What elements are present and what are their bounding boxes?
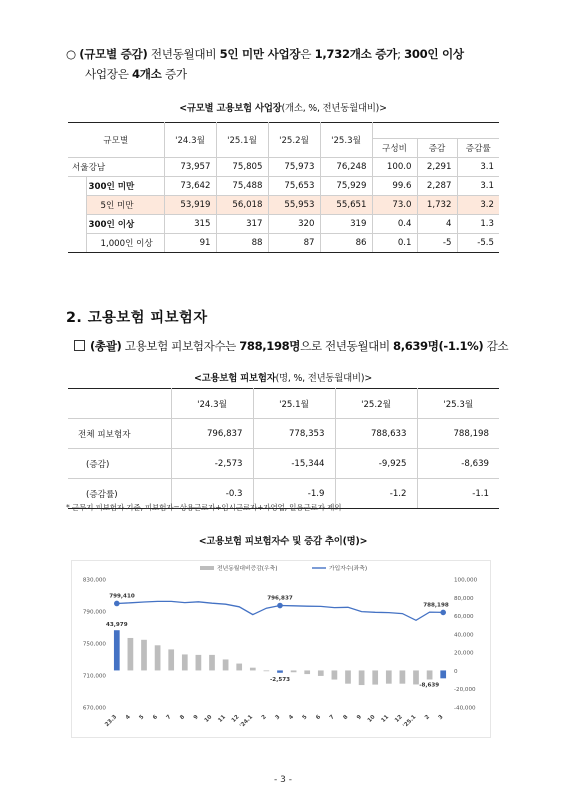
header-blank bbox=[68, 389, 171, 419]
bullet-bold: 5인 미만 사업장 bbox=[219, 47, 301, 61]
x-tick-label: 3 bbox=[437, 714, 445, 722]
header-rate: 증감률 bbox=[457, 139, 499, 158]
cell: 86 bbox=[320, 234, 372, 253]
bar bbox=[182, 654, 188, 670]
bullet-text: 은 bbox=[300, 47, 315, 61]
left-axis-tick-label: 790,000 bbox=[82, 609, 106, 616]
x-tick-label: 8 bbox=[342, 714, 350, 722]
chart-svg bbox=[72, 561, 492, 739]
line-point bbox=[277, 603, 283, 609]
bar bbox=[155, 645, 161, 670]
summary-text: 감소 bbox=[483, 339, 509, 353]
x-tick-label: 11 bbox=[380, 714, 391, 724]
bar bbox=[264, 670, 270, 671]
right-axis-tick-label: 0 bbox=[454, 668, 458, 675]
bullet-text: 전년동월대비 bbox=[147, 47, 220, 61]
cell: 55,651 bbox=[320, 196, 372, 215]
cell: 3.1 bbox=[457, 177, 499, 196]
line-data-label: 799,410 bbox=[109, 593, 135, 600]
cell: 3.1 bbox=[457, 158, 499, 177]
cell: 315 bbox=[164, 215, 216, 234]
x-tick-label: 3 bbox=[274, 714, 282, 722]
cell: 319 bbox=[320, 215, 372, 234]
page-number: - 3 - bbox=[274, 775, 292, 785]
legend-bar-swatch bbox=[200, 566, 214, 570]
cell: 788,198 bbox=[417, 419, 499, 449]
bar bbox=[318, 670, 324, 675]
chart-caption: <고용보험 피보험자수 및 증감 추이(명)> bbox=[198, 536, 368, 547]
cell: -8,639 bbox=[417, 449, 499, 479]
cell: 73,957 bbox=[164, 158, 216, 177]
summary-tag: (총괄) bbox=[90, 339, 122, 353]
left-axis-tick-label: 830,000 bbox=[82, 577, 106, 584]
cell: 73.0 bbox=[372, 196, 417, 215]
table-row bbox=[68, 234, 499, 253]
x-tick-label: 2 bbox=[260, 714, 268, 722]
x-tick-label: 4 bbox=[124, 714, 132, 722]
bar bbox=[427, 670, 433, 679]
bar bbox=[196, 655, 202, 671]
cell: -1.2 bbox=[335, 479, 417, 509]
x-tick-label: 5 bbox=[138, 714, 146, 722]
header-period: '25.3월 bbox=[417, 389, 499, 419]
x-tick-label: '25.1 bbox=[402, 714, 418, 730]
bar bbox=[345, 670, 351, 683]
row-label: 서울강남 bbox=[68, 158, 164, 177]
bar bbox=[168, 649, 174, 670]
bar bbox=[332, 670, 338, 679]
cell: -2,573 bbox=[171, 449, 253, 479]
bar bbox=[386, 670, 392, 683]
bar bbox=[400, 670, 406, 683]
cell: -5 bbox=[417, 234, 457, 253]
header-period: '25.3월 bbox=[320, 123, 372, 158]
summary-text: 으로 전년동월대비 bbox=[300, 339, 394, 353]
bullet-text: 사업장은 bbox=[85, 67, 132, 81]
cell: 99.6 bbox=[372, 177, 417, 196]
line-point bbox=[114, 601, 120, 607]
line-data-label: 796,837 bbox=[267, 595, 293, 602]
cell: -0.3 bbox=[171, 479, 253, 509]
header-period: '25.2월 bbox=[335, 389, 417, 419]
summary-bold: 788,198명 bbox=[239, 339, 301, 353]
bullet-text: 증가 bbox=[161, 67, 187, 81]
cell: 91 bbox=[164, 234, 216, 253]
table1-caption bbox=[0, 100, 566, 114]
right-axis-tick-label: 100,000 bbox=[454, 577, 478, 584]
cell: -5.5 bbox=[457, 234, 499, 253]
header-period: '24.3월 bbox=[164, 123, 216, 158]
cell: 75,929 bbox=[320, 177, 372, 196]
x-tick-label: 12 bbox=[230, 714, 241, 724]
bar-data-label: -8,639 bbox=[419, 682, 440, 689]
insured-table bbox=[68, 388, 499, 509]
x-tick-label: 9 bbox=[356, 714, 364, 722]
bar bbox=[250, 668, 256, 671]
x-tick-label: 4 bbox=[288, 714, 296, 722]
table2-caption bbox=[0, 370, 566, 384]
cell: -1.9 bbox=[253, 479, 335, 509]
line-data-label: 788,198 bbox=[423, 602, 449, 609]
cell: 56,018 bbox=[216, 196, 268, 215]
cell: 1.3 bbox=[457, 215, 499, 234]
bullet-tag: (규모별 증감) bbox=[79, 47, 148, 61]
right-axis-tick-label: -40,000 bbox=[454, 705, 476, 712]
cell: -1.1 bbox=[417, 479, 499, 509]
bar bbox=[277, 670, 283, 672]
row-label: 5인 미만 bbox=[86, 196, 164, 215]
indent-spacer bbox=[68, 196, 86, 215]
x-tick-label: 10 bbox=[366, 714, 377, 724]
cell: 75,488 bbox=[216, 177, 268, 196]
cell: 320 bbox=[268, 215, 320, 234]
cell: 87 bbox=[268, 234, 320, 253]
cell: 100.0 bbox=[372, 158, 417, 177]
bar-data-label: 43,979 bbox=[106, 622, 128, 629]
row-label: (증감률) bbox=[68, 479, 171, 509]
bar bbox=[304, 670, 310, 674]
x-tick-label: 8 bbox=[179, 714, 187, 722]
bullet-text: ; bbox=[397, 47, 405, 61]
x-tick-label: 23.3 bbox=[104, 714, 119, 729]
cell: 2,287 bbox=[417, 177, 457, 196]
x-tick-label: 10 bbox=[203, 714, 214, 724]
table-row bbox=[68, 419, 499, 449]
cell: 75,973 bbox=[268, 158, 320, 177]
cell: 73,642 bbox=[164, 177, 216, 196]
indent-spacer bbox=[68, 215, 86, 234]
summary-line bbox=[74, 338, 508, 354]
bar bbox=[236, 664, 242, 671]
right-axis-tick-label: -20,000 bbox=[454, 687, 476, 694]
cell: 4 bbox=[417, 215, 457, 234]
caption-unit: (개소, %, 전년동월대비)> bbox=[281, 103, 387, 114]
cell: -9,925 bbox=[335, 449, 417, 479]
line-point bbox=[440, 610, 446, 616]
bullet-bold: 4개소 bbox=[131, 67, 162, 81]
left-axis-tick-label: 750,000 bbox=[82, 641, 106, 648]
caption-title: <규모별 고용보험 사업장 bbox=[179, 103, 282, 114]
header-group: 규모별 bbox=[68, 123, 164, 158]
cell: 75,805 bbox=[216, 158, 268, 177]
header-change: 증감 bbox=[417, 139, 457, 158]
section-title: 2. 고용보험 피보험자 bbox=[66, 310, 208, 326]
bar bbox=[223, 659, 229, 670]
bar bbox=[141, 640, 147, 671]
row-label: 300인 이상 bbox=[86, 215, 164, 234]
cell: 53,919 bbox=[164, 196, 216, 215]
x-tick-label: 11 bbox=[217, 714, 228, 724]
cell: 317 bbox=[216, 215, 268, 234]
row-label: 1,000인 이상 bbox=[86, 234, 164, 253]
left-axis-tick-label: 710,000 bbox=[82, 673, 106, 680]
workplace-size-table bbox=[68, 122, 499, 253]
bar bbox=[209, 655, 215, 671]
header-share: 구성비 bbox=[372, 139, 417, 158]
bar bbox=[128, 638, 134, 670]
x-tick-label: 6 bbox=[315, 714, 323, 722]
cell: 55,953 bbox=[268, 196, 320, 215]
row-label: 전체 피보험자 bbox=[68, 419, 171, 449]
caption-title: <고용보험 피보험자 bbox=[194, 373, 276, 384]
x-tick-label: 2 bbox=[424, 714, 432, 722]
cell: 778,353 bbox=[253, 419, 335, 449]
cell: 76,248 bbox=[320, 158, 372, 177]
cell: 75,653 bbox=[268, 177, 320, 196]
cell: 88 bbox=[216, 234, 268, 253]
cell: 796,837 bbox=[171, 419, 253, 449]
table-row bbox=[68, 158, 499, 177]
scale-bullet bbox=[66, 44, 516, 84]
cell: 0.1 bbox=[372, 234, 417, 253]
right-axis-tick-label: 60,000 bbox=[454, 614, 474, 621]
checkbox-square-icon bbox=[74, 340, 85, 351]
cell: 0.4 bbox=[372, 215, 417, 234]
x-tick-label: 12 bbox=[394, 714, 404, 724]
table-row-highlight bbox=[68, 196, 499, 215]
summary-text: 고용보험 피보험자수는 bbox=[121, 339, 240, 353]
header-period: '25.1월 bbox=[253, 389, 335, 419]
table-row bbox=[68, 449, 499, 479]
right-axis-tick-label: 80,000 bbox=[454, 595, 474, 602]
header-period: '25.2월 bbox=[268, 123, 320, 158]
bar bbox=[413, 670, 419, 684]
cell: 2,291 bbox=[417, 158, 457, 177]
bar bbox=[291, 670, 297, 672]
bar-data-label: -2,573 bbox=[269, 676, 291, 683]
bullet-bold: 1,732개소 증가 bbox=[314, 47, 398, 61]
indent-spacer bbox=[68, 234, 86, 253]
right-axis-tick-label: 40,000 bbox=[454, 632, 474, 639]
row-label: 300인 미만 bbox=[86, 177, 164, 196]
bar bbox=[372, 670, 378, 684]
insured-trend-chart bbox=[71, 560, 491, 738]
bullet-bold: 300인 이상 bbox=[404, 47, 464, 61]
bar bbox=[114, 630, 120, 670]
row-label: (증감) bbox=[68, 449, 171, 479]
x-tick-label: 6 bbox=[152, 714, 160, 722]
table-header bbox=[68, 389, 499, 419]
header-period: '24.3월 bbox=[171, 389, 253, 419]
cell: -15,344 bbox=[253, 449, 335, 479]
bullet-line2 bbox=[66, 64, 516, 84]
table-row bbox=[68, 215, 499, 234]
cell: 1,732 bbox=[417, 196, 457, 215]
cell: 3.2 bbox=[457, 196, 499, 215]
caption-unit: (명, %, 전년동월대비)> bbox=[275, 373, 372, 384]
header-period: '25.1월 bbox=[216, 123, 268, 158]
x-tick-label: 9 bbox=[192, 714, 200, 722]
left-axis-tick-label: 670,000 bbox=[82, 705, 106, 712]
indent-spacer bbox=[68, 177, 86, 196]
x-tick-label: 7 bbox=[328, 714, 336, 722]
table-row bbox=[68, 177, 499, 196]
right-axis-tick-label: 20,000 bbox=[454, 650, 474, 657]
footnote: * 근무지 피보험자 기준, 피보험자=상용근로자+임시근로자+자영업, 일용근로자 제외 bbox=[66, 503, 342, 512]
x-tick-label: 7 bbox=[165, 714, 173, 722]
x-tick-label: '24.1 bbox=[239, 714, 255, 730]
x-tick-label: 5 bbox=[301, 714, 309, 722]
header-spacer bbox=[372, 123, 499, 139]
bar bbox=[440, 670, 446, 678]
bar bbox=[359, 670, 365, 685]
summary-bold: 8,639명(-1.1%) bbox=[393, 339, 484, 353]
legend-label: 전년동월대비증감(우축) bbox=[217, 566, 278, 572]
legend-label: 가입자수(좌축) bbox=[329, 566, 368, 572]
bullet-symbol: ○ bbox=[66, 47, 76, 61]
cell: 788,633 bbox=[335, 419, 417, 449]
